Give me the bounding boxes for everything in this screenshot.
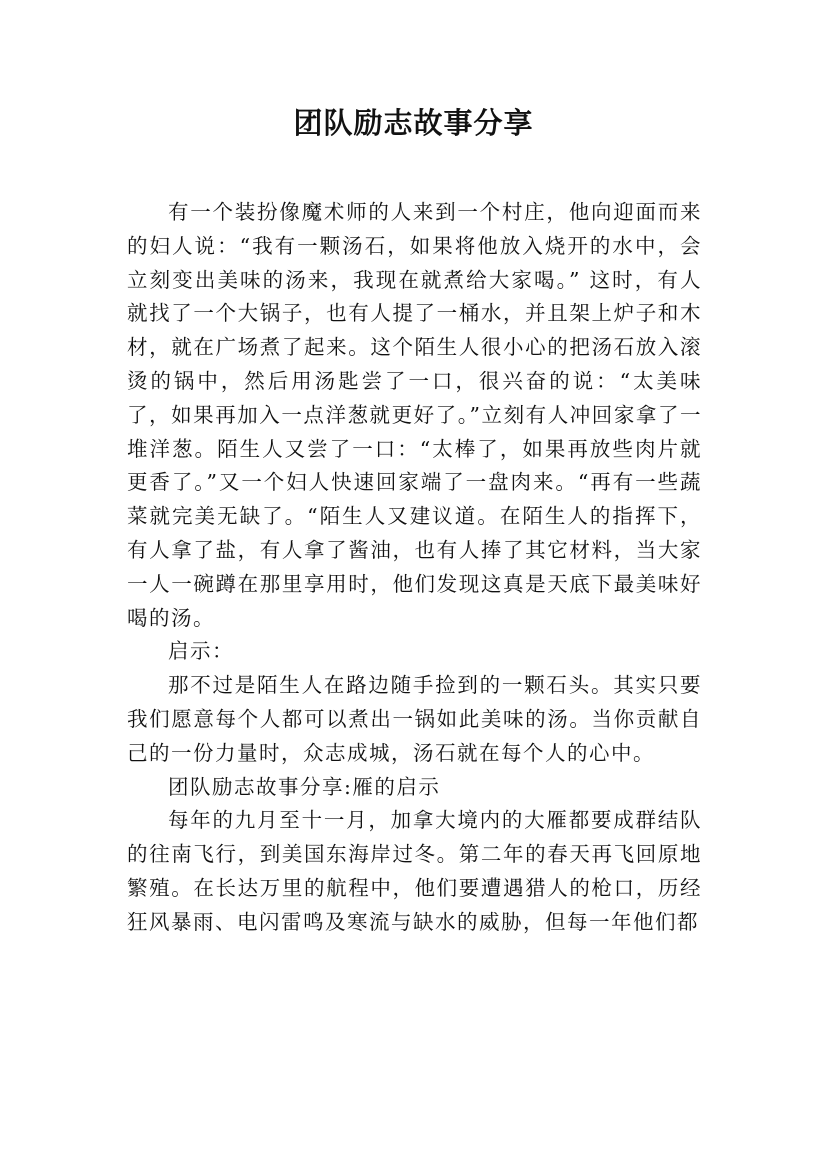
paragraph-geese-story: 每年的九月至十一月，加拿大境内的大雁都要成群结队的往南飞行，到美国东海岸过冬。第二年的春天再飞回原地繁殖。在长达万里的航程中，他们要遭遇猎人的枪口，历经狂风暴雨、电闪雷鸣及寒流与缺水的威胁，但每一年他们都	[127, 808, 702, 934]
paragraph-insight-label: 启示：	[168, 639, 234, 664]
document-title: 团队励志故事分享	[293, 106, 534, 140]
document-body	[127, 196, 702, 940]
paragraph-stone-soup-story: 有一个装扮像魔术师的人来到一个村庄，他向迎面而来的妇人说：“我有一颗汤石，如果将他放入烧开的水中，会立刻变出美味的汤来，我现在就煮给大家喝。” 这时，有人就找了一个大锅子，也有人提了一桶水，并且架上炉子和木材，就在广场煮了起来。这个陌生人很小心的把汤石放入滚烫的锅中，然后用汤匙尝了一口，很兴奋的说：“太美味了，如果再加入一点洋葱就更好了。”立刻有人冲回家拿了一堆洋葱。陌生人又尝了一口：“太棒了，如果再放些肉片就更香了。”又一个妇人快速回家端了一盘肉来。“再有一些蔬菜就完美无缺了。“陌生人又建议道。在陌生人的指挥下，有人拿了盐，有人拿了酱油，也有人捧了其它材料，当大家一人一碗蹲在那里享用时，他们发现这真是天底下最美味好喝的汤。	[127, 200, 702, 630]
paragraph-section-heading: 团队励志故事分享:雁的启示	[168, 774, 441, 799]
paragraph-insight-text: 那不过是陌生人在路边随手捡到的一颗石头。其实只要我们愿意每个人都可以煮出一锅如此美味的汤。当你贡献自己的一份力量时，众志成城，汤石就在每个人的心中。	[127, 673, 702, 765]
